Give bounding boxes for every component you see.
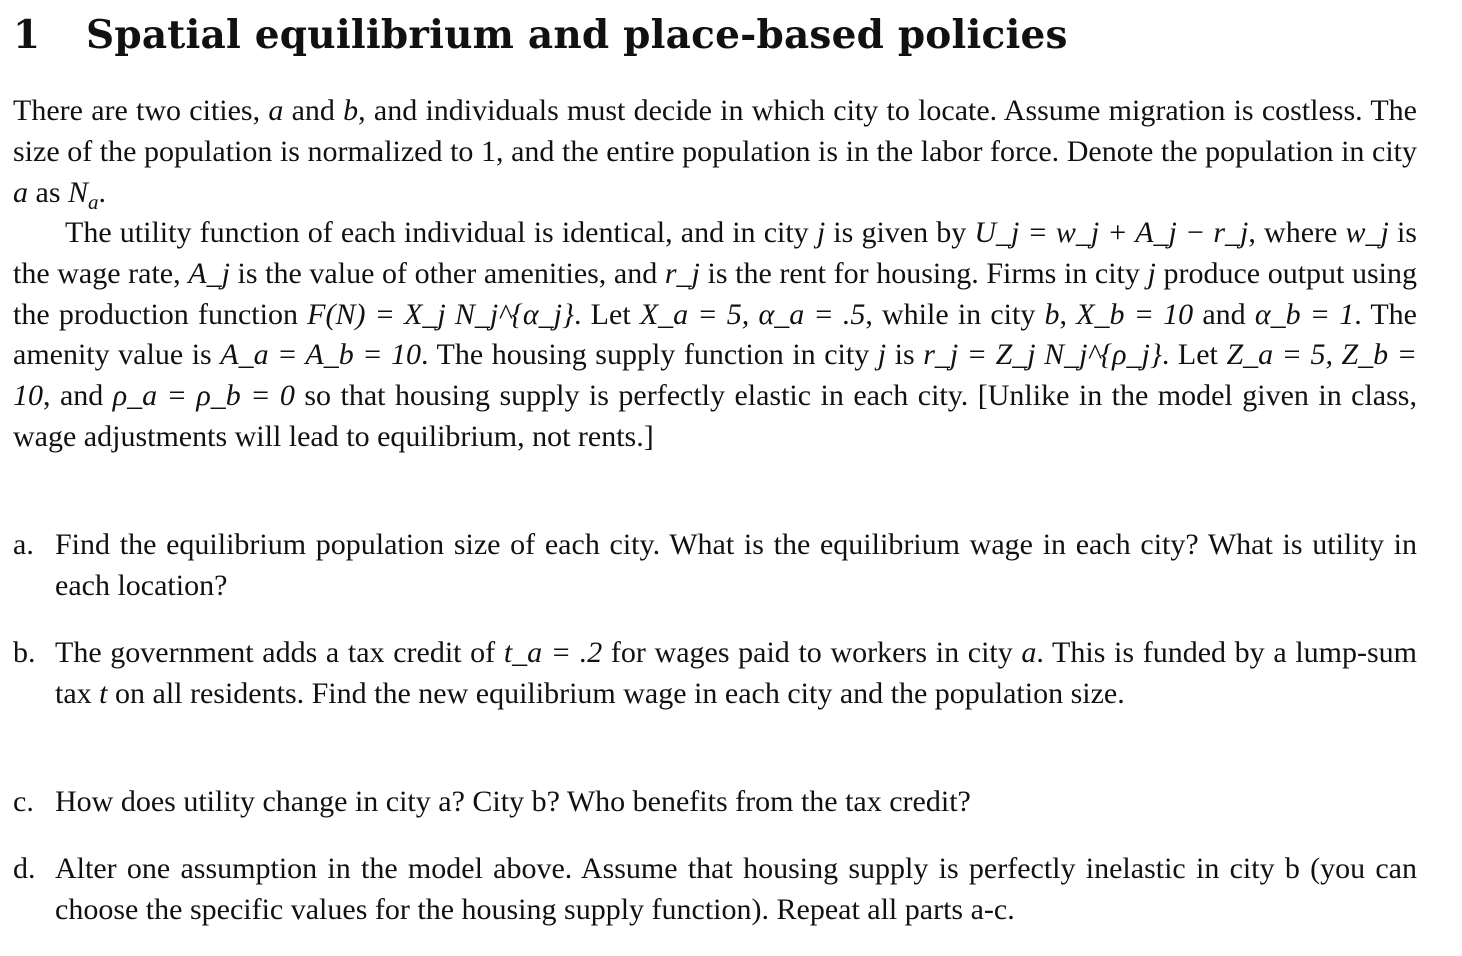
question-text: How does utility change in city a? City b? Who benefits from the tax credit?: [55, 785, 971, 818]
math-a: a: [1021, 636, 1037, 669]
question-marker: d.: [13, 852, 36, 885]
question-text: Find the equilibrium population size of each city. What is the equilibrium wage in each city? What is utility in each location?: [55, 528, 1417, 602]
text-run: is the rent for housing. Firms in city: [699, 256, 1148, 290]
text-run: , while in city: [865, 297, 1045, 331]
question-marker: a.: [13, 528, 34, 561]
text-run: , where: [1248, 216, 1346, 249]
question-d: [13, 849, 1417, 931]
section-heading: [13, 12, 1068, 58]
text-run: . Let: [1161, 338, 1227, 372]
tax-credit-rate: t_a = .2: [503, 636, 603, 669]
math-a: a: [268, 94, 284, 127]
math-t: t: [99, 676, 108, 710]
text-run: is given by: [825, 216, 975, 249]
text-run: is the wage rate,: [13, 216, 1417, 290]
text-run: . This is funded by a lump-sum tax: [55, 636, 1417, 710]
text-run: , and individuals must decide in which city to locate. Assume migration is costless. The size of the population is normalized to 1, and the entire population is in the labor force. Denote the population in city: [13, 94, 1417, 168]
intro-paragraph-2: [13, 213, 1417, 458]
text-run: The government adds a tax credit of: [55, 636, 504, 669]
housing-equation: r_j = Z_j N_j^{ρ_j}: [923, 338, 1162, 372]
text-run: as: [28, 175, 68, 209]
text-run: and: [283, 94, 344, 127]
text-run: . The amenity value is: [13, 297, 1417, 372]
question-text: Alter one assumption in the model above. Assume that housing supply is perfectly inelastic in city b (you can choose the specific values for the housing supply function). Repeat all parts a-c.: [55, 852, 1417, 926]
question-marker: c.: [13, 785, 34, 818]
math-j: j: [1147, 256, 1156, 290]
text-run: for wages paid to workers in city: [602, 636, 1022, 669]
text-run: . The housing supply function in city: [421, 338, 878, 372]
question-text: [55, 633, 1417, 715]
math-subscript: a: [88, 189, 99, 214]
math-j: j: [877, 338, 887, 372]
text-run: produce output using the production function: [13, 256, 1417, 331]
question-c: [13, 782, 1417, 823]
math-amenity: A_j: [188, 256, 230, 290]
math-rent: r_j: [664, 256, 700, 290]
amenity-values: A_a = A_b = 10: [220, 338, 422, 372]
housing-z-values: Z_a = 5, Z_b = 10: [13, 338, 1417, 413]
math-N: N: [68, 175, 89, 209]
text-run: The utility function of each individual is identical, and in city: [65, 216, 817, 249]
production-equation: F(N) = X_j N_j^{α_j}: [307, 297, 574, 331]
math-b: b: [1044, 297, 1060, 331]
text-run: There are two cities,: [13, 94, 269, 127]
intro-paragraph-1: [13, 91, 1417, 213]
text-run: and: [1193, 297, 1255, 331]
question-b: [13, 633, 1417, 715]
math-wage: w_j: [1345, 216, 1389, 249]
section-number: 1: [13, 12, 41, 58]
question-marker: b.: [13, 636, 36, 669]
text-run: so that housing supply is perfectly elastic in each city. [Unlike in the model given in class, wage adjustments will lead to equilibrium, not rents.]: [13, 379, 1417, 453]
math-b: b: [343, 94, 359, 127]
text-run: .: [98, 175, 107, 209]
housing-rho-values: ρ_a = ρ_b = 0: [112, 379, 295, 413]
text-run: , and: [43, 379, 113, 413]
city-b-productivity: X_b = 10: [1076, 297, 1194, 331]
math-j: j: [816, 216, 826, 249]
city-a-parameters: X_a = 5, α_a = .5: [639, 297, 866, 331]
section-title: Spatial equilibrium and place-based policies: [86, 12, 1068, 58]
text-run: is: [886, 338, 924, 372]
text-run: . Let: [574, 297, 640, 331]
city-b-alpha: α_b = 1: [1254, 297, 1355, 331]
text-run: ,: [1059, 297, 1077, 331]
text-run: is the value of other amenities, and: [229, 256, 665, 290]
utility-equation: U_j = w_j + A_j − r_j: [974, 216, 1249, 249]
question-a: [13, 525, 1417, 607]
text-run: on all residents. Find the new equilibrium wage in each city and the population size.: [107, 676, 1125, 710]
math-a: a: [13, 175, 28, 209]
